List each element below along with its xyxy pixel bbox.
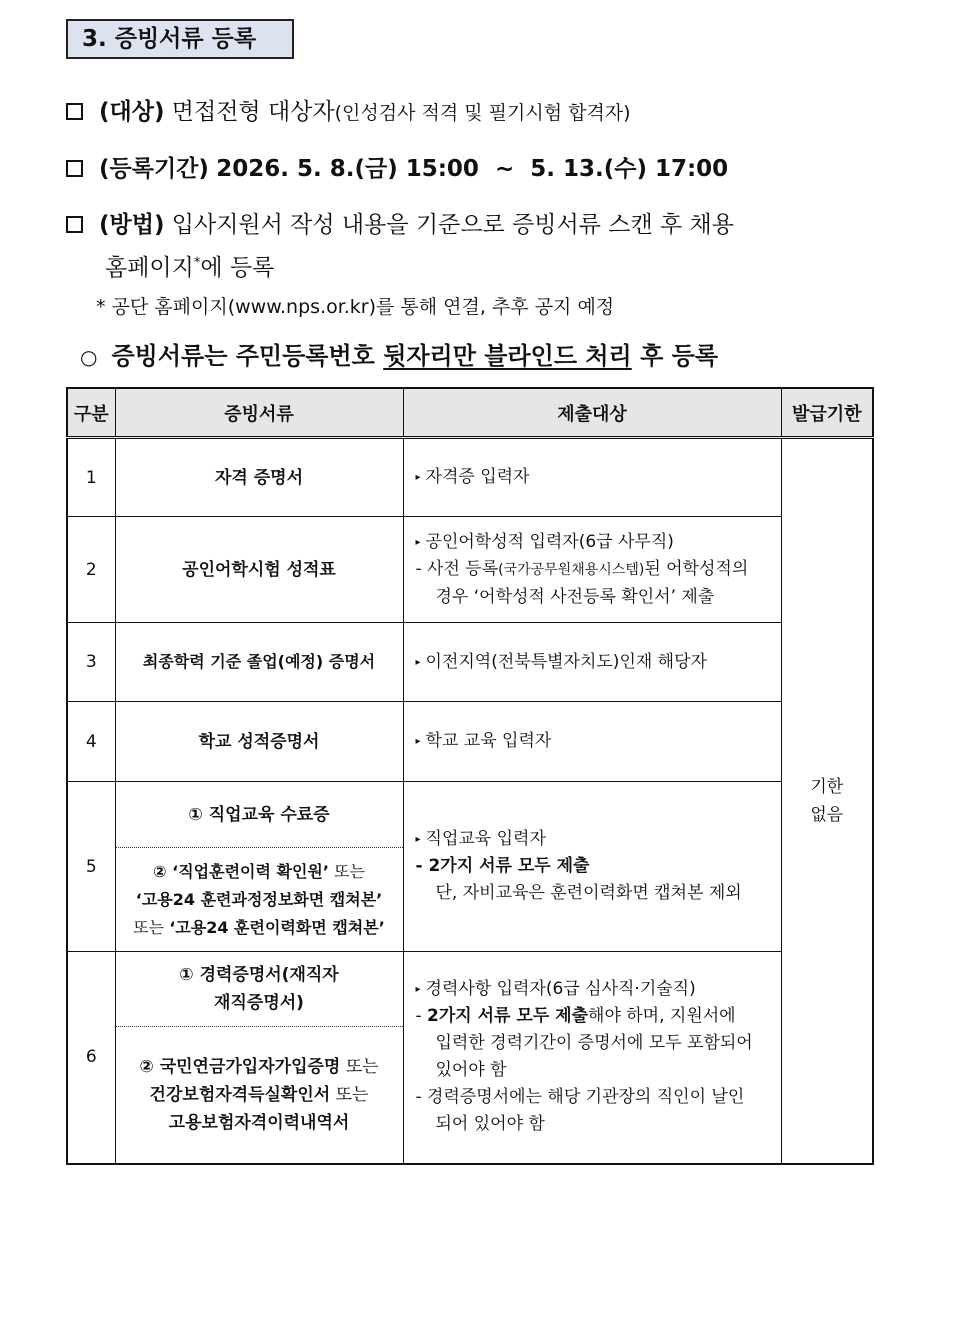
document-name: 학교 성적증명서 xyxy=(115,702,403,782)
document-name-part: 건강보험자격득실확인서 xyxy=(149,1084,331,1105)
target-text: 공인어학성적 입력자(6급 사무직) xyxy=(425,531,674,552)
method-star: * xyxy=(193,255,201,271)
target-text: - xyxy=(415,1006,428,1027)
target-text: 해야 하며, 지원서에 xyxy=(588,1006,736,1027)
row-number: 4 xyxy=(67,702,115,782)
document-name-part: ② ‘직업훈련이력 확인원’ xyxy=(153,861,329,881)
notice-text-b: 후 등록 xyxy=(631,342,719,370)
document-name-part: ‘고용24 훈련이력화면 캡쳐본’ xyxy=(169,917,385,937)
notice-underlined: 뒷자리만 블라인드 처리 xyxy=(383,342,632,370)
target-text-bold: - 2가지 서류 모두 제출 xyxy=(415,856,590,876)
checkbox-square-icon xyxy=(66,160,83,177)
target-text: 이전지역(전북특별자치도)인재 해당자 xyxy=(425,651,707,672)
triangle-bullet-icon: ▸ xyxy=(415,536,421,548)
target-line xyxy=(66,93,631,126)
footnote: * 공단 홈페이지(www.nps.or.kr)를 통해 연결, 추후 공지 예정 xyxy=(96,296,615,318)
document-name: 자격 증명서 xyxy=(115,438,403,517)
target-text: 되어 있어야 함 xyxy=(435,1114,545,1135)
document-name-part: 고용보험자격이력내역서 xyxy=(168,1112,350,1133)
document-name: 최종학력 기준 졸업(예정) 증명서 xyxy=(115,623,403,702)
row-number: 5 xyxy=(67,782,115,952)
connector-text: 또는 xyxy=(328,861,365,881)
table-row xyxy=(67,952,873,1027)
period-text: 2026. 5. 8.(금) 15:00 ~ 5. 13.(수) 17:00 xyxy=(216,156,729,182)
method-text-2a: 홈페이지 xyxy=(105,255,194,281)
target-text: 있어야 함 xyxy=(435,1060,507,1081)
deadline-line-2: 없음 xyxy=(810,804,844,825)
target-cell xyxy=(403,517,781,623)
method-line-2 xyxy=(105,249,274,282)
documents-table xyxy=(66,387,874,1165)
target-text-bold: 2가지 서류 모두 제출 xyxy=(427,1006,589,1027)
connector-text: 또는 xyxy=(133,917,170,937)
circle-bullet-icon: ○ xyxy=(80,345,98,369)
table-row xyxy=(67,438,873,517)
document-name xyxy=(115,1027,403,1164)
table-row xyxy=(67,782,873,848)
target-text: 경우 ‘어학성적 사전등록 확인서’ 제출 xyxy=(435,586,715,607)
target-text: 된 어학성적의 xyxy=(644,558,749,579)
triangle-bullet-icon: ▸ xyxy=(415,472,421,483)
document-name-part: ① 경력증명서(재직자 xyxy=(179,965,339,985)
triangle-bullet-icon: ▸ xyxy=(415,656,421,668)
target-text: 자격증 입력자 xyxy=(425,467,530,487)
table-row xyxy=(67,702,873,782)
target-text: 경력사항 입력자(6급 심사직·기술직) xyxy=(425,979,696,1000)
target-cell xyxy=(403,952,781,1164)
document-name-part: 재직증명서) xyxy=(214,993,304,1013)
header-document: 증빙서류 xyxy=(115,388,403,438)
period-line xyxy=(66,150,728,183)
document-name: 공인어학시험 성적표 xyxy=(115,517,403,623)
row-number: 3 xyxy=(67,623,115,702)
notice-line xyxy=(80,336,718,371)
connector-text: 또는 xyxy=(340,1056,379,1077)
target-label: (대상) xyxy=(99,99,165,125)
target-text: - 사전 등록 xyxy=(415,558,499,579)
header-category: 구분 xyxy=(67,388,115,438)
target-text: 입력한 경력기간이 증명서에 모두 포함되어 xyxy=(435,1033,753,1054)
row-number: 2 xyxy=(67,517,115,623)
triangle-bullet-icon: ▸ xyxy=(415,984,421,996)
target-cell xyxy=(403,782,781,952)
target-cell xyxy=(403,702,781,782)
header-target: 제출대상 xyxy=(403,388,781,438)
target-text: 면접전형 대상자 xyxy=(171,99,335,125)
table-row xyxy=(67,517,873,623)
connector-text: 또는 xyxy=(330,1084,369,1105)
deadline-cell xyxy=(781,438,873,1164)
triangle-bullet-icon: ▸ xyxy=(415,834,421,845)
checkbox-square-icon xyxy=(66,103,83,120)
document-name xyxy=(115,952,403,1027)
document-name-part: ‘고용24 훈련과정정보화면 캡쳐본’ xyxy=(135,889,383,909)
row-number: 6 xyxy=(67,952,115,1164)
checkbox-square-icon xyxy=(66,216,83,233)
section-title: 3. 증빙서류 등록 xyxy=(66,19,294,59)
target-cell xyxy=(403,623,781,702)
target-text: 학교 교육 입력자 xyxy=(425,731,552,751)
target-text: 단, 자비교육은 훈련이력화면 캡쳐본 제외 xyxy=(435,883,742,903)
target-text: - 경력증명서에는 해당 기관장의 직인이 날인 xyxy=(415,1087,745,1108)
target-text-small: (국가공무원채용시스템) xyxy=(498,561,645,578)
triangle-bullet-icon: ▸ xyxy=(415,736,421,747)
header-deadline: 발급기한 xyxy=(781,388,873,438)
document-name-part: ② 국민연금가입자가입증명 xyxy=(139,1056,341,1077)
document-name xyxy=(115,848,403,952)
method-line xyxy=(66,206,734,239)
method-text: 입사지원서 작성 내용을 기준으로 증빙서류 스캔 후 채용 xyxy=(171,212,734,238)
row-number: 1 xyxy=(67,438,115,517)
notice-text-a: 증빙서류는 주민등록번호 xyxy=(111,342,384,370)
target-note: (인성검사 적격 및 필기시험 합격자) xyxy=(334,102,631,124)
method-text-2b: 에 등록 xyxy=(200,255,275,281)
table-header-row xyxy=(67,388,873,438)
target-text: 직업교육 입력자 xyxy=(425,829,546,849)
target-cell xyxy=(403,438,781,517)
table-row xyxy=(67,623,873,702)
document-name: ① 직업교육 수료증 xyxy=(115,782,403,848)
deadline-line-1: 기한 xyxy=(810,776,844,797)
method-label: (방법) xyxy=(99,212,165,238)
period-label: (등록기간) xyxy=(99,156,209,182)
